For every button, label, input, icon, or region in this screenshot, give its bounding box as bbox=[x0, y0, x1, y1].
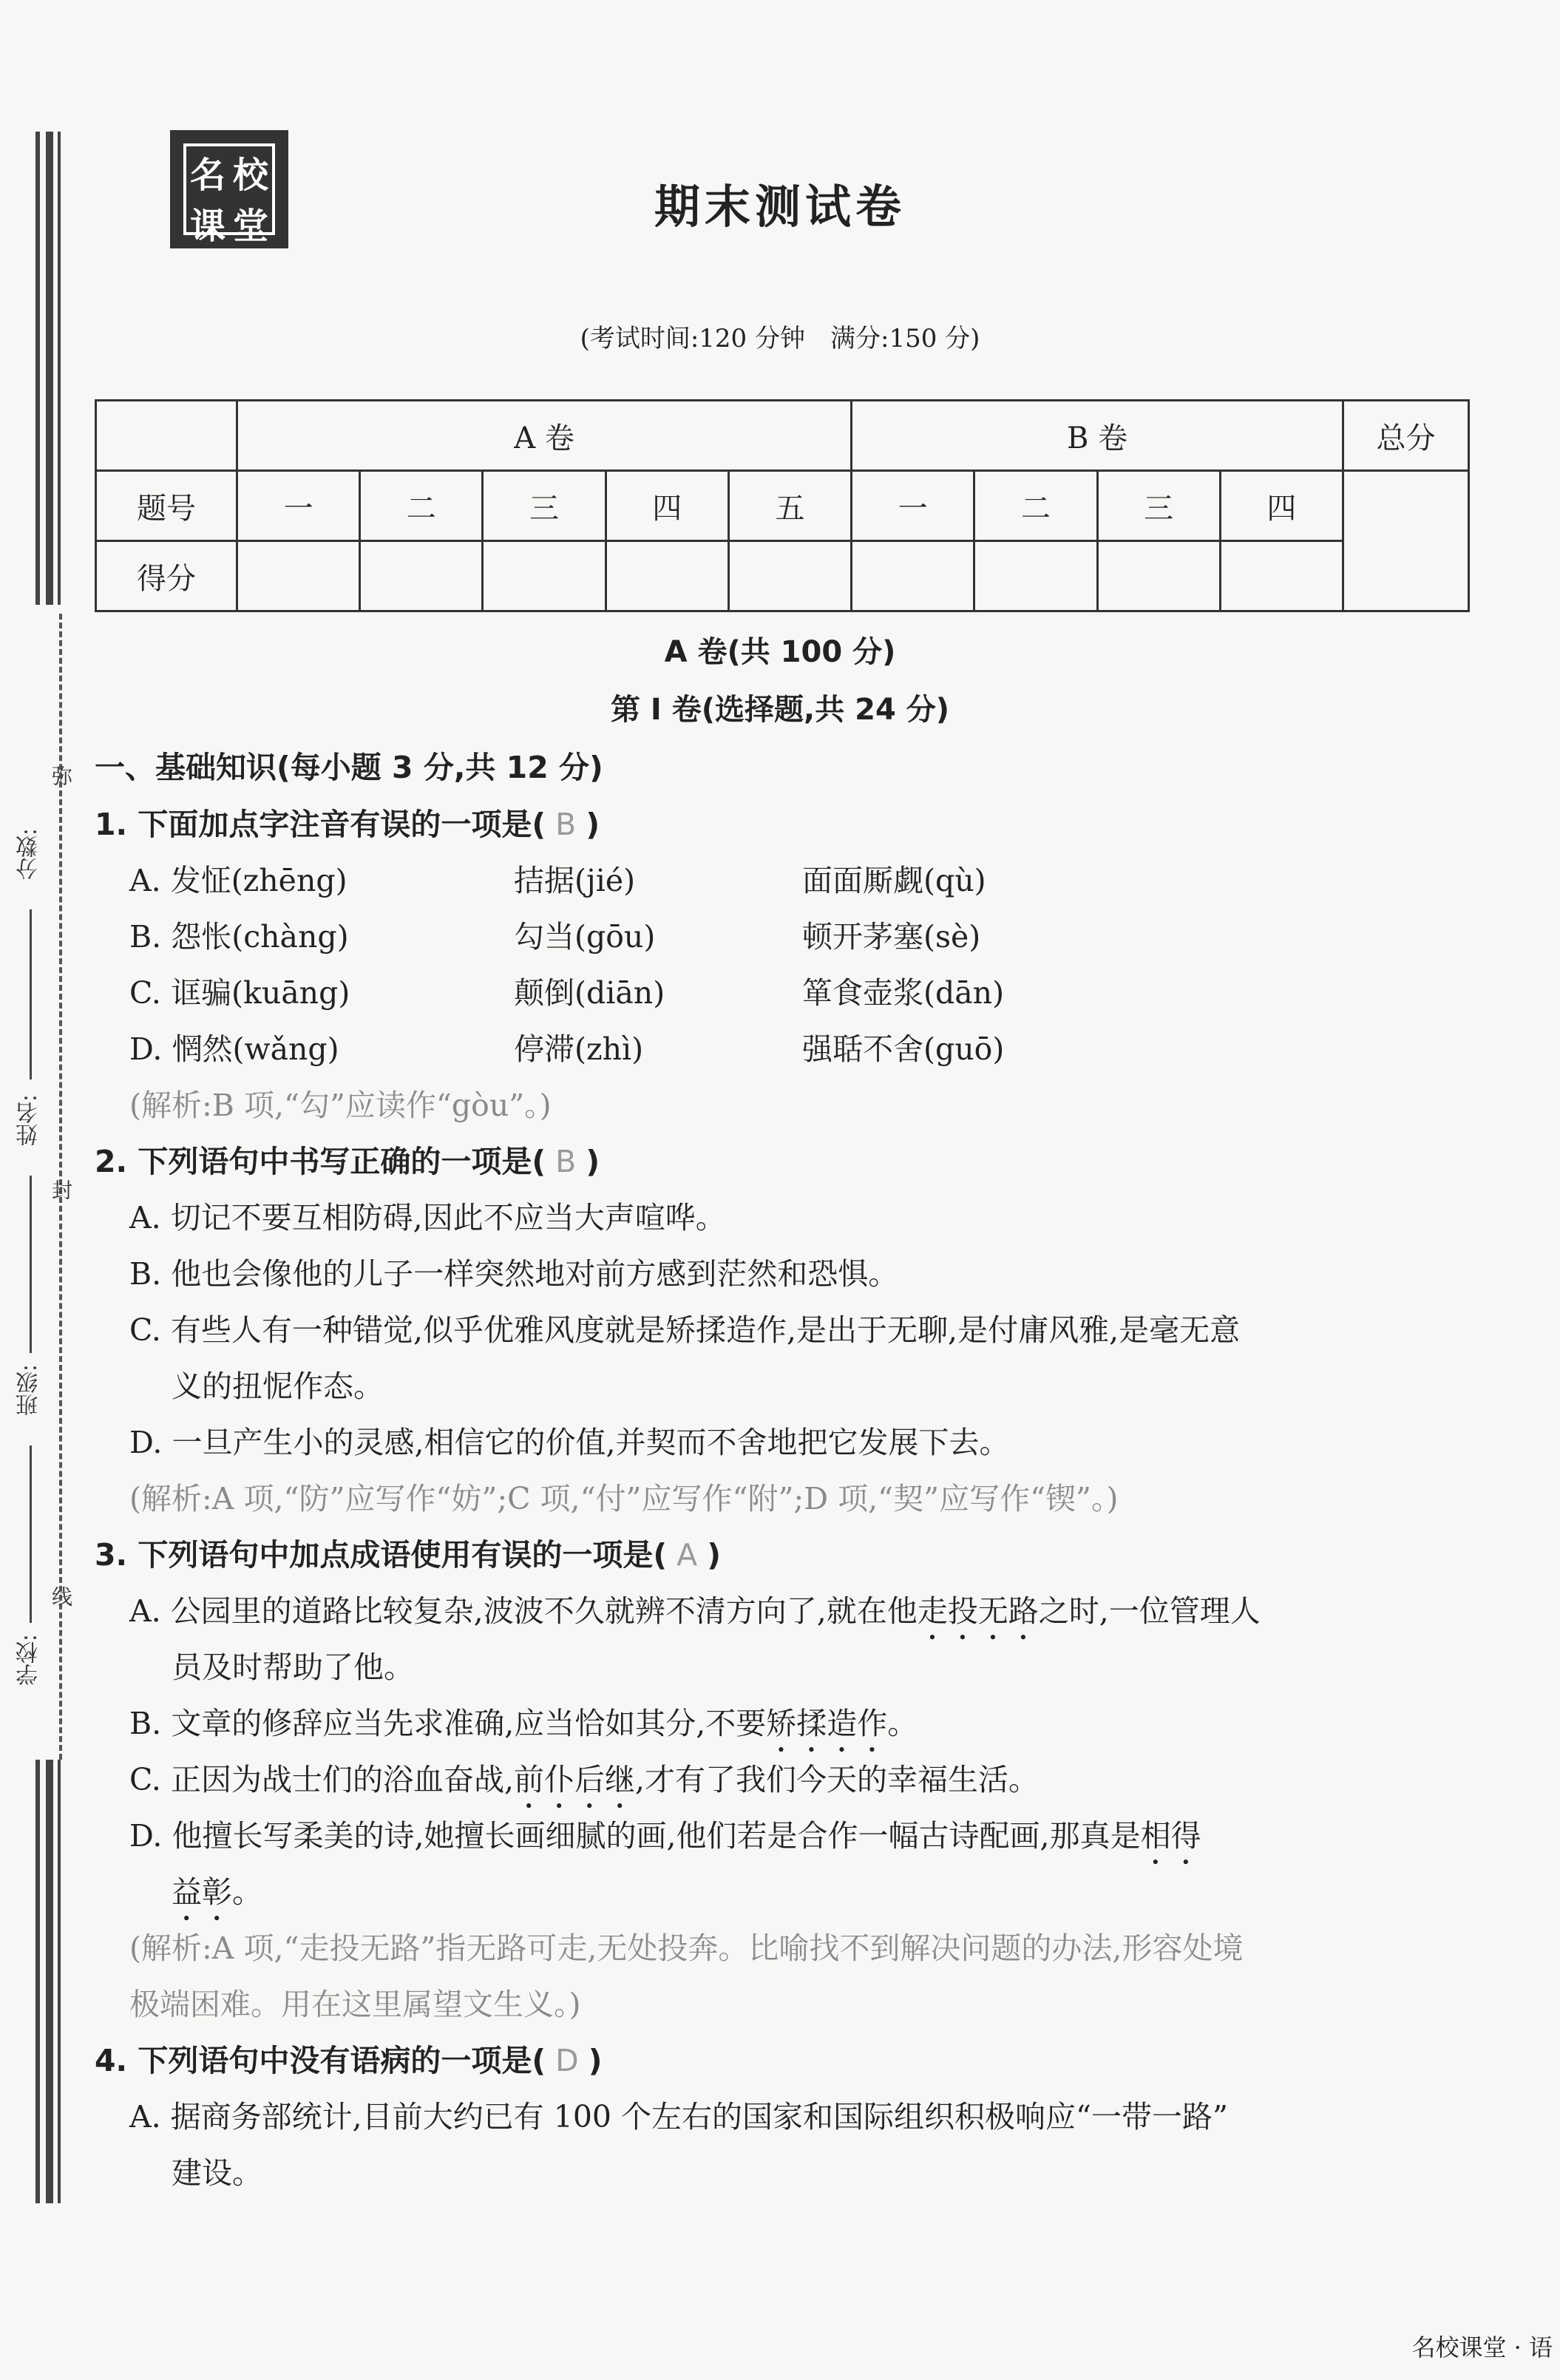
logo-char: 名 bbox=[189, 155, 225, 196]
score-label: 分数: bbox=[16, 828, 42, 881]
option-c: C. 诓骗(kuāng) bbox=[129, 975, 350, 1011]
text: B. 文章的修辞应当先求准确,应当恰如其分,不要 bbox=[129, 1706, 767, 1741]
text: 之时,一位管理人 bbox=[1038, 1593, 1261, 1629]
footer: 名校课堂 · 语 bbox=[1411, 2333, 1553, 2362]
seal-mark-feng: 封 bbox=[49, 1179, 73, 1200]
item-number: 二 bbox=[360, 471, 483, 541]
text: A. 公园里的道路比较复杂,波波不久就辨不清方向了,就在他 bbox=[129, 1593, 918, 1629]
option-a bbox=[129, 1587, 1261, 1647]
option-b: B. 怨怅(chàng) bbox=[129, 919, 349, 955]
option-a-cont: 员及时帮助了他。 bbox=[172, 1650, 414, 1685]
option-a: A. 发怔(zhēng) bbox=[129, 863, 347, 898]
logo-char: 堂 bbox=[232, 206, 268, 247]
margin-bar bbox=[58, 1760, 61, 2203]
question-stem bbox=[95, 1137, 600, 1181]
answer: B bbox=[546, 1144, 586, 1179]
option-d: D. 惘然(wǎng) bbox=[129, 1031, 339, 1067]
answer: D bbox=[546, 2043, 589, 2078]
score-cell[interactable] bbox=[606, 541, 728, 611]
option-d-cont bbox=[172, 1868, 262, 1928]
score-cell[interactable] bbox=[360, 541, 483, 611]
seal-mark-xian: 线 bbox=[49, 1586, 73, 1607]
score-cell[interactable] bbox=[728, 541, 851, 611]
option-c-cont: 义的扭怩作态。 bbox=[172, 1369, 384, 1404]
analysis: (解析:B 项,“勾”应读作“gòu”。) bbox=[129, 1088, 552, 1123]
page-title: 期末测试卷 bbox=[654, 180, 906, 234]
option-c-3: 箪食壶浆(dān) bbox=[802, 975, 1005, 1011]
stem-text: 4. 下列语句中没有语病的一项是( bbox=[95, 2043, 546, 2078]
a-section-header: A 卷 bbox=[237, 401, 852, 471]
margin-bar bbox=[35, 1760, 40, 2203]
option-a: A. 据商务部统计,目前大约已有 100 个左右的国家和国际组织积极响应“一带一路” bbox=[129, 2099, 1228, 2135]
row-label: 题号 bbox=[96, 471, 237, 541]
option-b bbox=[129, 1699, 918, 1759]
stem-close: ) bbox=[707, 1537, 721, 1573]
text: ,才有了我们今天的幸福生活。 bbox=[635, 1762, 1040, 1797]
option-b: B. 他也会像他的儿子一样突然地对前方感到茫然和恐惧。 bbox=[129, 1256, 899, 1292]
item-number: 三 bbox=[1097, 471, 1220, 541]
logo-char: 校 bbox=[232, 155, 268, 196]
margin-bar bbox=[46, 1760, 53, 2203]
answer: B bbox=[546, 807, 586, 842]
text: 。 bbox=[232, 1874, 262, 1910]
item-number: 二 bbox=[974, 471, 1097, 541]
score-fill-line bbox=[30, 909, 32, 1079]
total-header: 总分 bbox=[1343, 401, 1469, 471]
score-cell[interactable] bbox=[974, 541, 1097, 611]
name-label: 姓名: bbox=[16, 1094, 42, 1147]
score-table bbox=[95, 399, 1470, 612]
item-number: 四 bbox=[606, 471, 728, 541]
item-number: 五 bbox=[728, 471, 851, 541]
analysis-cont: 极端困难。用在这里属望文生义。) bbox=[129, 1987, 581, 2022]
school-label: 学校: bbox=[16, 1634, 42, 1686]
stem-text: 2. 下列语句中书写正确的一项是( bbox=[95, 1144, 546, 1179]
stem-text: 3. 下列语句中加点成语使用有误的一项是( bbox=[95, 1537, 668, 1573]
seal-mark-mi: 弥 bbox=[49, 765, 73, 786]
item-number: 四 bbox=[1220, 471, 1343, 541]
option-d: D. 一旦产生小的灵感,相信它的价值,并契而不舍地把它发展下去。 bbox=[129, 1425, 1010, 1460]
option-b-2: 勾当(gōu) bbox=[514, 919, 656, 955]
name-fill-line bbox=[30, 1176, 32, 1353]
text: D. 他擅长写柔美的诗,她擅长画细腻的画,他们若是合作一幅古诗配画,那真是 bbox=[129, 1818, 1141, 1854]
question-stem bbox=[95, 1530, 721, 1574]
item-number: 三 bbox=[483, 471, 606, 541]
score-cell[interactable] bbox=[483, 541, 606, 611]
exam-info: (考试时间:120 分钟 满分:150 分) bbox=[580, 324, 980, 353]
idiom: 走投无路 bbox=[917, 1593, 1039, 1629]
logo-char: 课 bbox=[189, 206, 225, 247]
score-cell[interactable] bbox=[1097, 541, 1220, 611]
idiom: 前仆后继 bbox=[514, 1762, 636, 1797]
option-a-2: 拮据(jié) bbox=[514, 863, 636, 898]
idiom: 益彰 bbox=[172, 1874, 232, 1910]
option-c-2: 颠倒(diān) bbox=[514, 975, 665, 1011]
question-stem bbox=[95, 800, 600, 844]
option-d-3: 强聒不舍(guō) bbox=[802, 1031, 1005, 1067]
text: C. 正因为战士们的浴血奋战, bbox=[129, 1762, 515, 1797]
option-b-3: 顿开茅塞(sè) bbox=[802, 919, 981, 955]
option-c: C. 有些人有一种错觉,似乎优雅风度就是矫揉造作,是出于无聊,是付庸风雅,是毫无意 bbox=[129, 1312, 1241, 1348]
stem-close: ) bbox=[586, 1144, 600, 1179]
analysis: (解析:A 项,“防”应写作“妨”;C 项,“付”应写作“附”;D 项,“契”应写作“锲”。) bbox=[129, 1481, 1119, 1516]
stem-close: ) bbox=[588, 2043, 603, 2078]
analysis: (解析:A 项,“走投无路”指无路可走,无处投奔。比喻找不到解决问题的办法,形容处境 bbox=[129, 1930, 1244, 1966]
stem-text: 1. 下面加点字注音有误的一项是( bbox=[95, 807, 546, 842]
option-a-cont: 建设。 bbox=[172, 2155, 262, 2191]
option-c bbox=[129, 1755, 1039, 1815]
text: 。 bbox=[887, 1706, 918, 1741]
option-d bbox=[129, 1811, 1201, 1871]
stem-close: ) bbox=[586, 807, 600, 842]
score-cell[interactable] bbox=[852, 541, 974, 611]
b-section-header: B 卷 bbox=[852, 401, 1343, 471]
item-number: 一 bbox=[237, 471, 360, 541]
class-label: 班级: bbox=[16, 1364, 42, 1417]
part-heading: 一、基础知识(每小题 3 分,共 12 分) bbox=[95, 750, 603, 785]
section-a-heading: A 卷(共 100 分) bbox=[664, 635, 896, 669]
item-number: 一 bbox=[852, 471, 974, 541]
answer: A bbox=[667, 1537, 708, 1573]
score-cell[interactable] bbox=[1220, 541, 1343, 611]
class-fill-line bbox=[30, 1445, 32, 1623]
option-d-2: 停滞(zhì) bbox=[514, 1031, 644, 1067]
idiom: 矫揉造作 bbox=[766, 1706, 888, 1741]
row-label: 得分 bbox=[96, 541, 237, 611]
question-stem bbox=[95, 2036, 603, 2080]
option-a-3: 面面厮觑(qù) bbox=[802, 863, 986, 898]
total-score-cell[interactable] bbox=[1343, 471, 1469, 611]
idiom: 相得 bbox=[1140, 1818, 1201, 1854]
score-cell[interactable] bbox=[237, 541, 360, 611]
section-1-heading: 第 Ⅰ 卷(选择题,共 24 分) bbox=[610, 693, 949, 727]
option-a: A. 切记不要互相防碍,因此不应当大声喧哗。 bbox=[129, 1200, 726, 1235]
